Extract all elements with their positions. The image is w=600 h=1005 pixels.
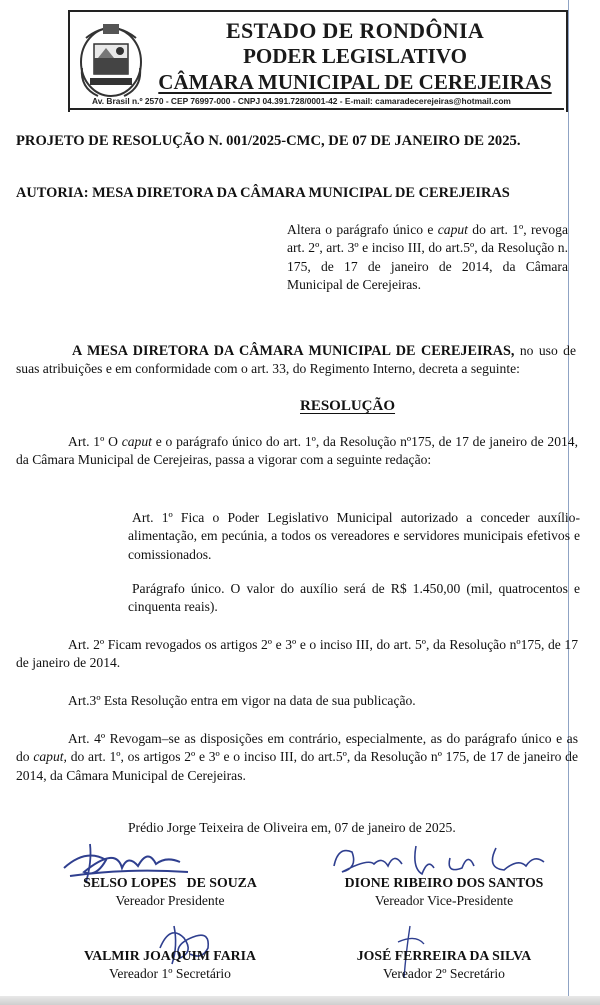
quoted-sole-paragraph: Parágrafo único. O valor do auxílio será de R$ 1.450,00 (mil, quatrocentos e cinquenta reais). [128,581,580,615]
place-and-date: Prédio Jorge Teixeira de Oliveira em, 07 de janeiro de 2025. [128,820,456,835]
preamble-bold: A MESA DIRETORA DA CÂMARA MUNICIPAL DE CEREJEIRAS, [72,343,515,359]
signatory-role: Vereador Presidente [115,893,225,908]
letterhead-chamber: CÂMARA MUNICIPAL DE CEREJEIRAS [158,70,552,94]
signature-block-first-secretary [40,948,300,982]
article-2: Art. 2º Ficam revogados os artigos 2º e 3º e o inciso III, do art. 5º, da Resolução nº175, de 17 de janeiro de 2014. [16,637,578,671]
article-4-text-b: do art. 1º, os artigos 2º e 3º e o inciso III, do art.5º, da Resolução nº 175, de 17 de janeiro de 2014, da Câmara Municipal de Cerejeiras. [16,749,578,783]
article-1 [16,433,578,470]
quoted-article-1: Art. 1º Fica o Poder Legislativo Municipal autorizado a conceder auxílio-alimentação, em pecúnia, a todos os vereadores e servidores municipais efetivos e comissionados. [128,510,580,562]
signatory-name: DIONE RIBEIRO DOS SANTOS [344,875,544,890]
authorship-line: AUTORIA: MESA DIRETORA DA CÂMARA MUNICIPAL DE CEREJEIRAS [16,185,510,201]
resolution-heading: RESOLUÇÃO [300,398,396,414]
article-1-text-b: e o parágrafo único do art. 1º, da Resolução nº175, de 17 de janeiro de 2014, da Câmara Municipal de Cerejeiras, passa a vigorar com a seguinte redação: [16,434,579,468]
ementa-text-b: do art. 1º, revoga art. 2º, art. 3º e inciso III, do art.5º, da Resolução n. 175, de 17 de janeiro de 2014, da Câmara Municipal de Cerejeiras. [287,222,568,292]
municipal-coat-of-arms-icon [76,18,146,100]
signatory-name: JOSÉ FERREIRA DA SILVA [356,948,532,963]
signatory-role: Vereador 1º Secretário [109,966,231,981]
ementa [287,221,568,294]
signatory-name: SELSO LOPES DE SOUZA [83,875,257,890]
signatory-role: Vereador 2º Secretário [383,966,505,981]
preamble [16,342,576,379]
preamble-text: no uso de suas atribuições e em conformidade com o art. 33, do Regimento Interno, decreta a seguinte: [16,343,576,377]
signature-block-vice-president [312,875,576,909]
letterhead-address: Av. Brasil n.º 2570 - CEP 76997-000 - CNPJ 04.391.728/0001-42 - E-mail: camaradecerejeiras@hotmail.com [92,96,511,106]
signatory-role: Vereador Vice-Presidente [374,893,514,908]
margin-line [568,0,569,1005]
ementa-text-a: Altera o parágrafo único e [287,222,438,237]
letterhead-state: ESTADO DE RONDÔNIA [225,18,485,43]
article-4 [16,730,578,785]
document-title: PROJETO DE RESOLUÇÃO N. 001/2025-CMC, DE 07 DE JANEIRO DE 2025. [16,133,521,149]
article-4-caput: caput, [33,749,67,765]
article-4-text-a: Art. 4º Revogam–se as disposições em contrário, especialmente, as do parágrafo único e as do [16,731,578,765]
article-1-caput: caput [121,434,152,449]
article-1-text-a: Art. 1º O [68,434,122,449]
article-3: Art.3º Esta Resolução entra em vigor na data de sua publicação. [68,693,416,708]
signature-block-president [40,875,300,909]
signature-block-second-secretary [312,948,576,982]
page-bottom-edge [0,996,600,1005]
signatory-name: VALMIR JOAQUIM FARIA [84,948,256,963]
ementa-caput: caput [437,222,468,237]
letterhead-branch: PODER LEGISLATIVO [243,44,467,68]
letterhead-rule [68,108,564,110]
